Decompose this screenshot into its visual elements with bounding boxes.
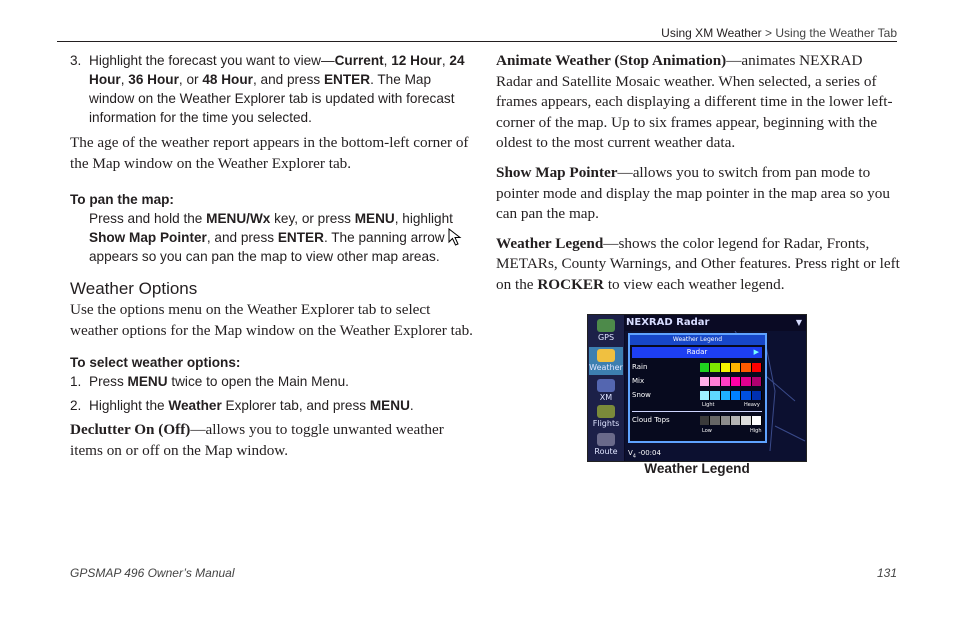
sidebar-item-weather: Weather <box>589 347 623 375</box>
legend-swatch <box>721 391 731 400</box>
legend-swatch <box>731 391 741 400</box>
legend-swatch <box>741 377 751 386</box>
header-section: Using the Weather Tab <box>775 26 897 40</box>
flights-icon <box>597 405 615 418</box>
legend-swatch <box>700 391 710 400</box>
legend-row-label: Cloud Tops <box>632 416 670 424</box>
legend-swatch <box>710 363 720 372</box>
left-column <box>70 51 475 462</box>
keyword: 36 Hour <box>128 72 179 87</box>
keyword: Current <box>334 53 384 68</box>
legend-swatch <box>752 377 762 386</box>
legend-swatch <box>752 416 762 425</box>
keyword: ENTER <box>323 72 371 87</box>
legend-swatch <box>741 363 751 372</box>
legend-row-label: Mix <box>632 377 645 385</box>
xm-icon <box>597 379 615 392</box>
running-header <box>661 26 897 40</box>
keyword: 12 Hour <box>391 53 442 68</box>
legend-swatch <box>710 416 720 425</box>
weather-legend-panel <box>628 333 767 443</box>
select-heading: To select weather options: <box>70 355 241 371</box>
pan-heading: To pan the map: <box>70 192 174 208</box>
legend-swatch <box>731 377 741 386</box>
mix-swatches <box>700 377 762 386</box>
header-separator: > <box>765 26 773 40</box>
animate-paragraph: Animate Weather (Stop Animation)—animates NEXRAD Radar and Satellite Mosaic weather. When selected, a series of frames appears, each displaying a different time in the lower left-corner of the map. Up to six frames appear, beginning with the oldest to the most current weather data. <box>496 52 893 152</box>
header-chapter: Using XM Weather <box>661 26 762 40</box>
figure-caption: Weather Legend <box>644 461 750 476</box>
age-paragraph: The age of the weather report appears in the bottom-left corner of the Map window on the Weather Explorer tab. <box>70 134 469 172</box>
legend-swatch <box>752 391 762 400</box>
snow-swatches <box>700 391 762 400</box>
arrow-right-icon: ▶ <box>753 348 759 356</box>
select-step-1: 1. Press MENU twice to open the Main Menu. <box>70 374 349 390</box>
pan-instructions: Press and hold the MENU/Wx key, or press MENU, highlight Show Map Pointer, and press ENTER. The panning arrow appears so you can pan the map to view other map areas. <box>70 209 475 266</box>
dropdown-arrow-icon: ▼ <box>795 318 802 327</box>
weather-legend-screenshot <box>587 314 807 462</box>
legend-swatch <box>731 363 741 372</box>
keyword: 24 Hour <box>89 53 465 87</box>
legend-paragraph: Weather Legend—shows the color legend for Radar, Fronts, METARs, County Warnings, and Other features. Press right or left on the ROCKER to view each weather legend. <box>496 234 900 293</box>
legend-swatch <box>700 377 710 386</box>
option-term: Animate Weather (Stop Animation) <box>496 52 727 69</box>
pointer-paragraph: Show Map Pointer—allows you to switch from pan mode to pointer mode and display the map pointer in the map area so you can pan the map. <box>496 163 890 223</box>
panning-arrow-icon <box>448 228 462 246</box>
legend-panel-title: Weather Legend <box>630 335 765 345</box>
keyword: 48 Hour <box>202 72 253 87</box>
legend-row-label: Snow <box>632 391 651 399</box>
frame-time: $V_4$ -00:04 <box>628 449 661 460</box>
legend-swatch <box>710 391 720 400</box>
footer-manual-title: GPSMAP 496 Owner’s Manual <box>70 566 235 580</box>
header-rule <box>57 41 897 42</box>
step-number: 3. <box>70 53 82 68</box>
cloud-swatches <box>700 416 762 425</box>
legend-swatch <box>721 363 731 372</box>
rain-swatches <box>700 363 762 372</box>
step-3: 3. Highlight the forecast you want to view—Current, 12 Hour, 24 Hour, 36 Hour, or 48 Hour, and press ENTER. The Map window on the Weather Explorer tab is updated with forecast information for the time you selected. <box>70 53 465 125</box>
heavy-label: Heavy <box>744 402 760 408</box>
legend-swatch <box>700 416 710 425</box>
sidebar-item-flights: Flights <box>589 403 623 431</box>
route-icon <box>597 433 615 446</box>
legend-swatch <box>752 363 762 372</box>
select-step-2: 2. Highlight the Weather Explorer tab, and press MENU. <box>70 398 414 414</box>
declutter-paragraph: Declutter On (Off)—allows you to toggle unwanted weather items on or off on the Map window. <box>70 421 444 459</box>
weather-icon <box>597 349 615 362</box>
light-label: Light <box>702 402 715 408</box>
legend-swatch <box>721 416 731 425</box>
legend-swatch <box>741 416 751 425</box>
sidebar-item-gps: GPS <box>589 317 623 345</box>
legend-swatch <box>721 377 731 386</box>
legend-swatch <box>700 363 710 372</box>
weather-options-heading: Weather Options <box>70 279 198 299</box>
high-label: High <box>750 428 762 434</box>
legend-divider <box>632 411 762 412</box>
legend-row-label: Rain <box>632 363 648 371</box>
gps-icon <box>597 319 615 332</box>
legend-swatch <box>731 416 741 425</box>
sidebar-item-route: Route <box>589 431 623 459</box>
device-sidebar <box>588 315 624 461</box>
options-paragraph: Use the options menu on the Weather Explorer tab to select weather options for the Map window on the Weather Explorer tab. <box>70 301 473 339</box>
right-column <box>496 51 900 296</box>
device-title-bar: NEXRAD Radar ▼ <box>626 317 802 328</box>
legend-swatch <box>741 391 751 400</box>
option-term: Declutter On (Off) <box>70 421 191 439</box>
low-label: Low <box>702 428 712 434</box>
page-number: 131 <box>876 566 897 580</box>
option-term: Weather Legend <box>496 234 604 252</box>
option-term: Show Map Pointer <box>496 163 618 181</box>
sidebar-item-xm: XM <box>589 377 623 405</box>
legend-swatch <box>710 377 720 386</box>
legend-type-selector: Radar ▶ <box>632 347 762 358</box>
